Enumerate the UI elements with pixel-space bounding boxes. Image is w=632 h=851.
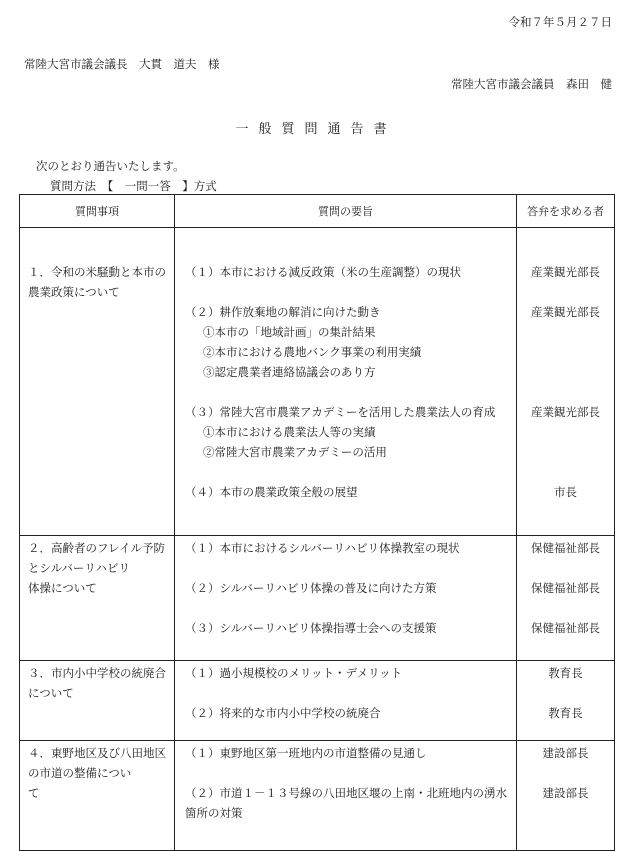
question-table	[19, 194, 615, 851]
spacer	[517, 282, 614, 302]
question-point: （３）シルバーリハビリ体操指導士会への支援策	[185, 621, 437, 635]
answerer: 産業観光部長	[531, 405, 600, 419]
intro-text: 次のとおり通告いたします。	[36, 159, 185, 173]
answerer: 産業観光部長	[531, 265, 600, 279]
question-method: 質問方法 【 一問一答 】方式	[50, 179, 217, 193]
spacer	[185, 558, 516, 578]
question-subpoint: ②常陸大宮市農業アカデミーの活用	[203, 445, 387, 459]
spacer	[517, 462, 614, 482]
answerer-cell	[517, 741, 615, 851]
question-subpoint: ①本市の「地域計画」の集計結果	[203, 325, 376, 339]
spacer	[185, 462, 516, 482]
spacer	[517, 382, 614, 402]
sender: 常陸大宮市議会議員 森田 健	[451, 77, 612, 91]
addressee: 常陸大宮市議会議長 大貫 道夫 様	[24, 57, 220, 71]
question-topic-line: て	[28, 786, 40, 800]
spacer	[185, 282, 516, 302]
answerer: 市長	[554, 485, 577, 499]
table-row	[20, 536, 615, 661]
spacer	[517, 442, 614, 462]
spacer	[517, 683, 614, 703]
spacer	[517, 322, 614, 342]
spacer	[185, 382, 516, 402]
spacer	[517, 558, 614, 578]
answerer-cell	[517, 661, 615, 741]
question-point: （１）本市におけるシルバーリハビリ体操教室の現状	[185, 541, 460, 555]
question-points	[175, 536, 517, 661]
spacer	[517, 763, 614, 783]
answerer-cell	[517, 536, 615, 661]
question-topic-line: ３．市内小中学校の統廃合	[28, 666, 166, 680]
question-point: （２）市道１－１３号線の八田地区堰の上南・北班地内の湧水箇所の対策	[185, 786, 507, 820]
table-row	[20, 741, 615, 851]
answerer: 建設部長	[542, 786, 589, 800]
table-row	[20, 228, 615, 536]
question-points	[175, 661, 517, 741]
question-point: （１）本市における減反政策（米の生産調整）の現状	[185, 265, 461, 279]
table-row	[20, 661, 615, 741]
header-topic: 質問事項	[20, 195, 175, 228]
answerer: 建設部長	[542, 746, 589, 760]
answerer: 産業観光部長	[531, 305, 600, 319]
question-topic	[20, 536, 175, 661]
answerer: 教育長	[548, 666, 583, 680]
question-points	[175, 228, 517, 536]
question-topic-line: 農業政策について	[28, 285, 120, 299]
question-point: （４）本市の農業政策全般の展望	[185, 485, 358, 499]
question-point: （３）常陸大宮市農業アカデミーを活用した農業法人の育成	[185, 405, 496, 419]
spacer	[185, 683, 516, 703]
header-points: 質問の要旨	[175, 195, 517, 228]
question-subpoint: ②本市における農地バンク事業の利用実績	[203, 345, 422, 359]
answerer: 保健福祉部長	[531, 621, 600, 635]
answerer: 保健福祉部長	[531, 541, 600, 555]
notice-date: 令和７年５月２７日	[508, 15, 612, 29]
spacer	[517, 598, 614, 618]
question-topic	[20, 228, 175, 536]
question-subpoint: ③認定農業者連絡協議会のあり方	[203, 365, 376, 379]
question-point: （２）将来的な市内小中学校の統廃合	[185, 706, 381, 720]
question-point: （２）耕作放棄地の解消に向けた動き	[185, 305, 381, 319]
question-topic-line: ４．東野地区及び八田地区	[28, 746, 166, 760]
question-topic-line: １．令和の米騒動と本市の	[28, 265, 166, 279]
question-topic-line: について	[28, 686, 74, 700]
question-points	[175, 741, 517, 851]
question-point: （２）シルバーリハビリ体操の普及に向けた方策	[185, 581, 437, 595]
spacer	[517, 422, 614, 442]
header-answerer: 答弁を求める者	[517, 195, 615, 228]
question-topic-line: の市道の整備につい	[28, 766, 132, 780]
question-point: （１）過小規模校のメリット・デメリット	[185, 666, 403, 680]
table-header-row	[20, 195, 615, 228]
document-title: 一般質問通告書	[235, 122, 397, 137]
question-topic-line: ２．高齢者のフレイル予防	[28, 541, 165, 555]
question-topic	[20, 741, 175, 851]
spacer	[185, 763, 516, 783]
question-topic-line: 体操について	[28, 581, 97, 595]
answerer: 保健福祉部長	[531, 581, 600, 595]
spacer	[517, 342, 614, 362]
answerer: 教育長	[548, 706, 583, 720]
answerer-cell	[517, 228, 615, 536]
question-subpoint: ①本市における農業法人等の実績	[203, 425, 376, 439]
question-point: （１）東野地区第一班地内の市道整備の見通し	[185, 746, 427, 760]
question-topic-line: とシルバーリハビリ	[28, 561, 131, 575]
spacer	[517, 362, 614, 382]
spacer	[185, 598, 516, 618]
question-topic	[20, 661, 175, 741]
